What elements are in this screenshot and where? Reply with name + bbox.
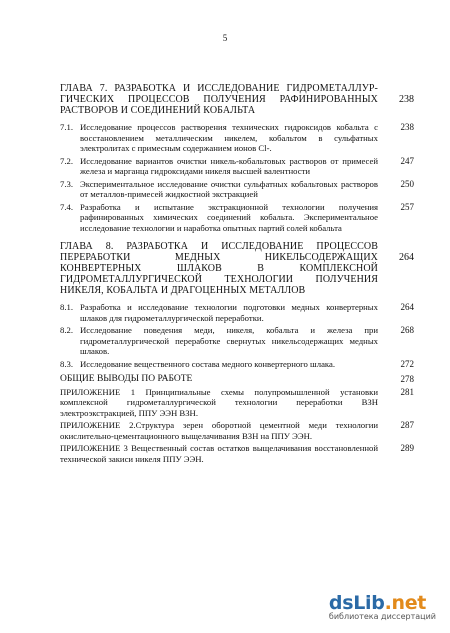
chapter-8-heading xyxy=(60,241,414,296)
entry-number: 7.4. xyxy=(60,201,74,212)
entry-text: Разработка и испытание экстракционной технологии получения рафинированных химических соединений кобальта. Экспериментальное исследование технологии и наработка опытных партий солей кобальта xyxy=(80,201,378,233)
watermark-logo xyxy=(329,592,436,614)
entry-page: 257 xyxy=(400,201,414,212)
entry-text: Разработка и исследование технологии подготовки медных конвертерных шлаков для гидрометаллургической переработки. xyxy=(80,302,378,323)
entry-text: Исследование вещественного состава медного конвертерного шлака. xyxy=(80,358,336,369)
chapter-page: 238 xyxy=(399,94,414,105)
toc-entry-7-4 xyxy=(60,202,414,234)
entry-text: ПРИЛОЖЕНИЕ 1 Принципиальные схемы полупромышленной установки комплексной гидрометаллургической технологии переработки ВЗН электроэкстракцией, ППУ ЭЭН ВЗН. xyxy=(60,386,378,418)
entry-text: Исследование процессов растворения технических гидроксидов кобальта с восстановлением металлическим никелем, кобальтом в сульфатных электролитах с примесным содержанием ионов Сl-. xyxy=(80,122,378,153)
entry-page: 247 xyxy=(400,155,414,166)
entry-number: 8.1. xyxy=(60,302,74,312)
toc-entry-8-1 xyxy=(60,302,414,323)
toc-entry-appendix-3 xyxy=(60,443,414,464)
logo-main: dsLib xyxy=(328,592,385,614)
toc-entry-7-2 xyxy=(60,156,414,177)
toc-entry-conclusions xyxy=(60,374,414,385)
entry-text: ПРИЛОЖЕНИЕ 2.Структура зерен оборотной цементной меди технологии окислительно-цементационного выщелачивания ВЗН на ППУ ЭЭН. xyxy=(60,420,378,441)
logo-tld: .net xyxy=(384,592,427,614)
entry-text: Исследование вариантов очистки никель-кобальтовых растворов от примесей железа и марганца гидроксидами никеля высшей валентности xyxy=(80,155,378,176)
watermark xyxy=(329,592,436,621)
entry-page: 272 xyxy=(400,358,414,369)
toc-entry-7-3 xyxy=(60,179,414,200)
entry-text: Экспериментальное исследование очистки сульфатных кобальтовых растворов от металлов-примесей жидкостной экстракцией xyxy=(80,178,378,199)
entry-page: 281 xyxy=(400,386,414,397)
entry-page: 238 xyxy=(400,122,414,132)
entry-text: Исследование поведения меди, никеля, кобальта и железа при гидрометаллургической переработке свернутых никельсодержащих медных шлаков. xyxy=(80,325,378,356)
chapter-title: ГЛАВА 7. РАЗРАБОТКА И ИССЛЕДОВАНИЕ ГИДРОМЕТАЛЛУР-ГИЧЕСКИХ ПРОЦЕССОВ ПОЛУЧЕНИЯ РАФИНИРОВАННЫХ РАСТВОРОВ И СОЕДИНЕНИЙ КОБАЛЬТА xyxy=(60,83,378,116)
entry-page: 250 xyxy=(400,178,414,189)
chapter-title: ГЛАВА 8. РАЗРАБОТКА И ИССЛЕДОВАНИЕ ПРОЦЕССОВ ПЕРЕРАБОТКИ МЕДНЫХ НИКЕЛЬСОДЕРЖАЩИХ КОНВЕРТЕРНЫХ ШЛАКОВ В КОМПЛЕКСНОЙ ГИДРОМЕТАЛЛУРГИЧЕСКОЙ ТЕХНОЛОГИИ ПОЛУЧЕНИЯ НИКЕЛЯ, КОБАЛЬТА И ДРАГОЦЕННЫХ МЕТАЛЛОВ xyxy=(60,241,378,296)
entry-page: 268 xyxy=(400,325,414,335)
entry-number: 7.1. xyxy=(60,122,74,132)
entry-page: 264 xyxy=(400,302,414,312)
entry-page: 278 xyxy=(400,374,414,384)
chapter-7-heading xyxy=(60,83,414,116)
table-of-contents xyxy=(60,83,414,466)
watermark-subtitle: библиотека диссертаций xyxy=(328,612,436,621)
chapter-page: 264 xyxy=(399,252,414,263)
toc-entry-8-3 xyxy=(60,359,414,370)
entry-text: ПРИЛОЖЕНИЕ 3 Вещественный состав остатков выщелачивания восстановленной технической закиси никеля ППУ ЭЭН. xyxy=(60,443,378,464)
entry-number: 8.2. xyxy=(60,325,74,335)
entry-number: 7.2. xyxy=(60,155,74,166)
entry-text: ОБЩИЕ ВЫВОДЫ ПО РАБОТЕ xyxy=(60,374,193,384)
entry-page: 289 xyxy=(400,443,414,453)
entry-page: 287 xyxy=(400,420,414,430)
toc-entry-7-1 xyxy=(60,122,414,154)
page-number: 5 xyxy=(222,33,228,43)
toc-entry-8-2 xyxy=(60,325,414,357)
toc-entry-appendix-1 xyxy=(60,387,414,419)
entry-number: 7.3. xyxy=(60,178,74,189)
entry-number: 8.3. xyxy=(60,358,74,369)
toc-entry-appendix-2 xyxy=(60,420,414,441)
